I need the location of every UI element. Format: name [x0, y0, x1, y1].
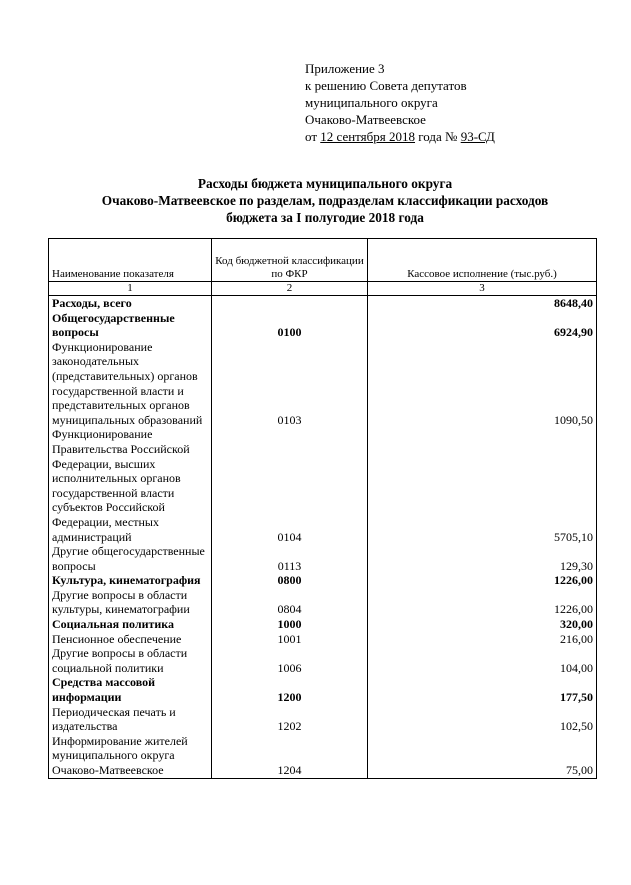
appendix-line-1: Приложение 3 — [305, 61, 385, 76]
row-code: 0804 — [212, 588, 368, 617]
row-code — [212, 296, 368, 311]
row-value: 75,00 — [368, 734, 597, 778]
table-row — [49, 296, 597, 311]
table-row — [49, 311, 597, 340]
table-row — [49, 705, 597, 734]
table-row — [49, 544, 597, 573]
row-value: 1090,50 — [368, 340, 597, 428]
table-row — [49, 632, 597, 647]
row-value: 216,00 — [368, 632, 597, 647]
row-value: 129,30 — [368, 544, 597, 573]
decision-date: 12 сентября 2018 — [320, 129, 416, 144]
header-name: Наименование показателя — [49, 239, 212, 282]
row-code: 0100 — [212, 311, 368, 340]
column-number-1: 1 — [49, 282, 212, 296]
row-name: Информирование жителей муниципального округа Очаково-Матвеевское — [49, 734, 212, 778]
row-value: 5705,10 — [368, 427, 597, 544]
table-row — [49, 573, 597, 588]
row-code: 1204 — [212, 734, 368, 778]
row-name: Периодическая печать и издательства — [49, 705, 212, 734]
date-prefix: от — [305, 129, 321, 144]
date-mid: года № — [415, 129, 461, 144]
appendix-line-4: Очаково-Матвеевское — [305, 112, 426, 127]
row-value: 8648,40 — [368, 296, 597, 311]
table-header-row — [49, 239, 597, 282]
title-line-1: Расходы бюджета муниципального округа — [197, 176, 453, 191]
appendix-date-line — [305, 128, 495, 145]
row-name: Пенсионное обеспечение — [49, 632, 212, 647]
row-value: 104,00 — [368, 646, 597, 675]
row-code: 0113 — [212, 544, 368, 573]
appendix-line-2: к решению Совета депутатов — [305, 78, 467, 93]
row-name: Функционирование законодательных (представительных) органов государственной власти и представительных органов муниципальных образований — [49, 340, 212, 428]
row-code: 1202 — [212, 705, 368, 734]
column-number-2: 2 — [212, 282, 368, 296]
column-number-3: 3 — [368, 282, 597, 296]
row-name: Другие вопросы в области культуры, кинематографии — [49, 588, 212, 617]
table-row — [49, 646, 597, 675]
title-line-2: Очаково-Матвеевское по разделам, подразделам классификации расходов — [101, 193, 549, 208]
row-name: Социальная политика — [49, 617, 212, 632]
row-code: 1000 — [212, 617, 368, 632]
table-row — [49, 734, 597, 778]
row-value: 320,00 — [368, 617, 597, 632]
table-row — [49, 427, 597, 544]
row-code: 0104 — [212, 427, 368, 544]
document-title — [40, 175, 610, 226]
table-row — [49, 617, 597, 632]
row-name: Другие вопросы в области социальной политики — [49, 646, 212, 675]
row-name: Другие общегосударственные вопросы — [49, 544, 212, 573]
row-name: Культура, кинематография — [49, 573, 212, 588]
row-name: Функционирование Правительства Российской Федерации, высших исполнительных органов государственной власти субъектов Российской Федерации, местных администраций — [49, 427, 212, 544]
row-value: 102,50 — [368, 705, 597, 734]
table-row — [49, 588, 597, 617]
header-code: Код бюджетной классификации по ФКР — [212, 239, 368, 282]
table-row — [49, 340, 597, 428]
row-value: 177,50 — [368, 675, 597, 704]
row-code: 1006 — [212, 646, 368, 675]
row-value: 1226,00 — [368, 588, 597, 617]
row-name: Общегосударственные вопросы — [49, 311, 212, 340]
row-code: 1200 — [212, 675, 368, 704]
row-code: 1001 — [212, 632, 368, 647]
table-row — [49, 675, 597, 704]
title-line-3: бюджета за I полугодие 2018 года — [226, 210, 424, 225]
row-value: 1226,00 — [368, 573, 597, 588]
appendix-block — [305, 60, 495, 145]
column-number-row — [49, 282, 597, 296]
decision-number: 93-СД — [460, 129, 495, 144]
row-code: 0103 — [212, 340, 368, 428]
appendix-line-3: муниципального округа — [305, 95, 438, 110]
row-value: 6924,90 — [368, 311, 597, 340]
header-value: Кассовое исполнение (тыс.руб.) — [368, 239, 597, 282]
row-name: Средства массовой информации — [49, 675, 212, 704]
row-name: Расходы, всего — [49, 296, 212, 311]
row-code: 0800 — [212, 573, 368, 588]
expenses-table — [48, 238, 597, 779]
